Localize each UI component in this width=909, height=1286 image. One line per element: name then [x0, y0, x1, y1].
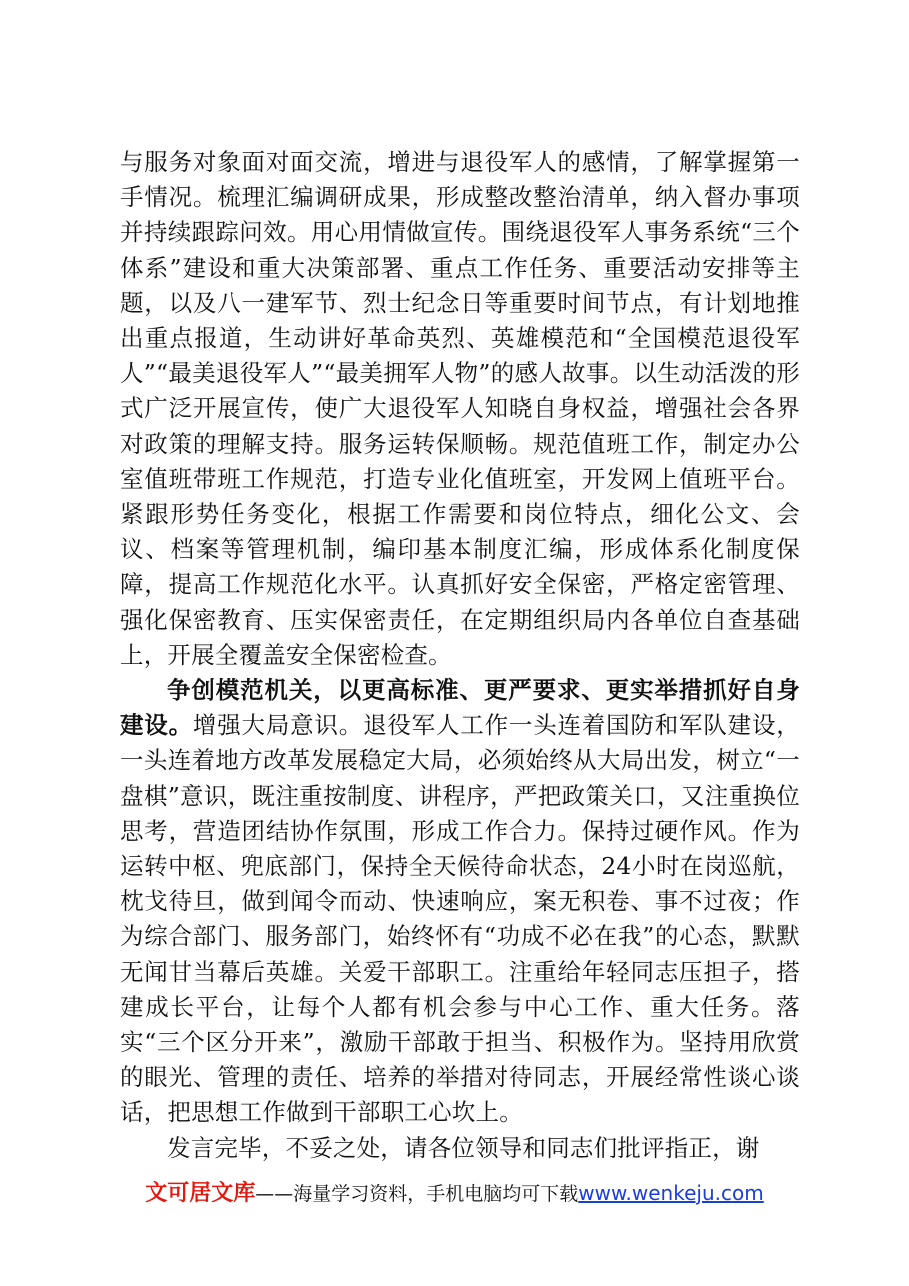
paragraph-text: 与服务对象面对面交流，增进与退役军人的感情，了解掌握第一手情况。梳理汇编调研成果，形成整改整治清单，纳入督办事项并持续跟踪问效。用心用情做宣传。围绕退役军人事务系统“三个体系”建设和重大决策部署、重点工作任务、重要活动安排等主题，以及八一建军节、烈士纪念日等重要时间节点，有计划地推出重点报道，生动讲好革命英烈、英雄模范和“全国模范退役军人”“最美退役军人”“最美拥军人物”的感人故事。以生动活泼的形式广泛开展宣传，使广大退役军人知晓自身权益，增强社会各界对政策的理解支持。服务运转保顺畅。规范值班工作，制定办公室值班带班工作规范，打造专业化值班室，开发网上值班平台。紧跟形势任务变化，根据工作需要和岗位特点，细化公文、会议、档案等管理机制，编印基本制度汇编，形成体系化制度保障，提高工作规范化水平。认真抓好安全保密，严格定密管理、强化保密教育、压实保密责任，在定期组织局内各单位自查基础上，开展全覆盖安全保密检查。	[120, 148, 800, 669]
footer-site-link[interactable]: www.wenkeju.com	[578, 1181, 764, 1205]
paragraph-heading: 争创模范机关，以更高标准、更严要求、更实举措抓好自身建设。	[120, 676, 800, 740]
paragraph-continuation	[120, 145, 800, 673]
footer-slogan: ——海量学习资料，手机电脑均可下载	[255, 1183, 579, 1205]
document-body	[120, 145, 800, 1166]
paragraph-text: 增强大局意识。退役军人工作一头连着国防和军队建设，一头连着地方改革发展稳定大局，必须始终从大局出发，树立“一盘棋”意识，既注重按制度、讲程序，严把政策关口，又注重换位思考，营造团结协作氛围，形成工作合力。保持过硬作风。作为运转中枢、兜底部门，保持全天候待命状态，24小时在岗巡航，枕戈待旦，做到闻令而动、快速响应，案无积卷、事不过夜；作为综合部门、服务部门，始终怀有“功成不必在我”的心态，默默无闻甘当幕后英雄。关爱干部职工。注重给年轻同志压担子，搭建成长平台，让每个人都有机会参与中心工作、重大任务。落实“三个区分开来”，激励干部敢于担当、积极作为。坚持用欣赏的眼光、管理的责任、培养的举措对待同志，开展经常性谈心谈话，把思想工作做到干部职工心坎上。	[120, 711, 800, 1127]
footer-banner	[0, 1178, 909, 1209]
paragraph-closing	[120, 1131, 800, 1166]
footer-brand: 文可居文库	[145, 1181, 256, 1206]
paragraph-model-organ	[120, 673, 800, 1131]
paragraph-text: 发言完毕，不妥之处，请各位领导和同志们批评指正，谢	[167, 1133, 760, 1162]
